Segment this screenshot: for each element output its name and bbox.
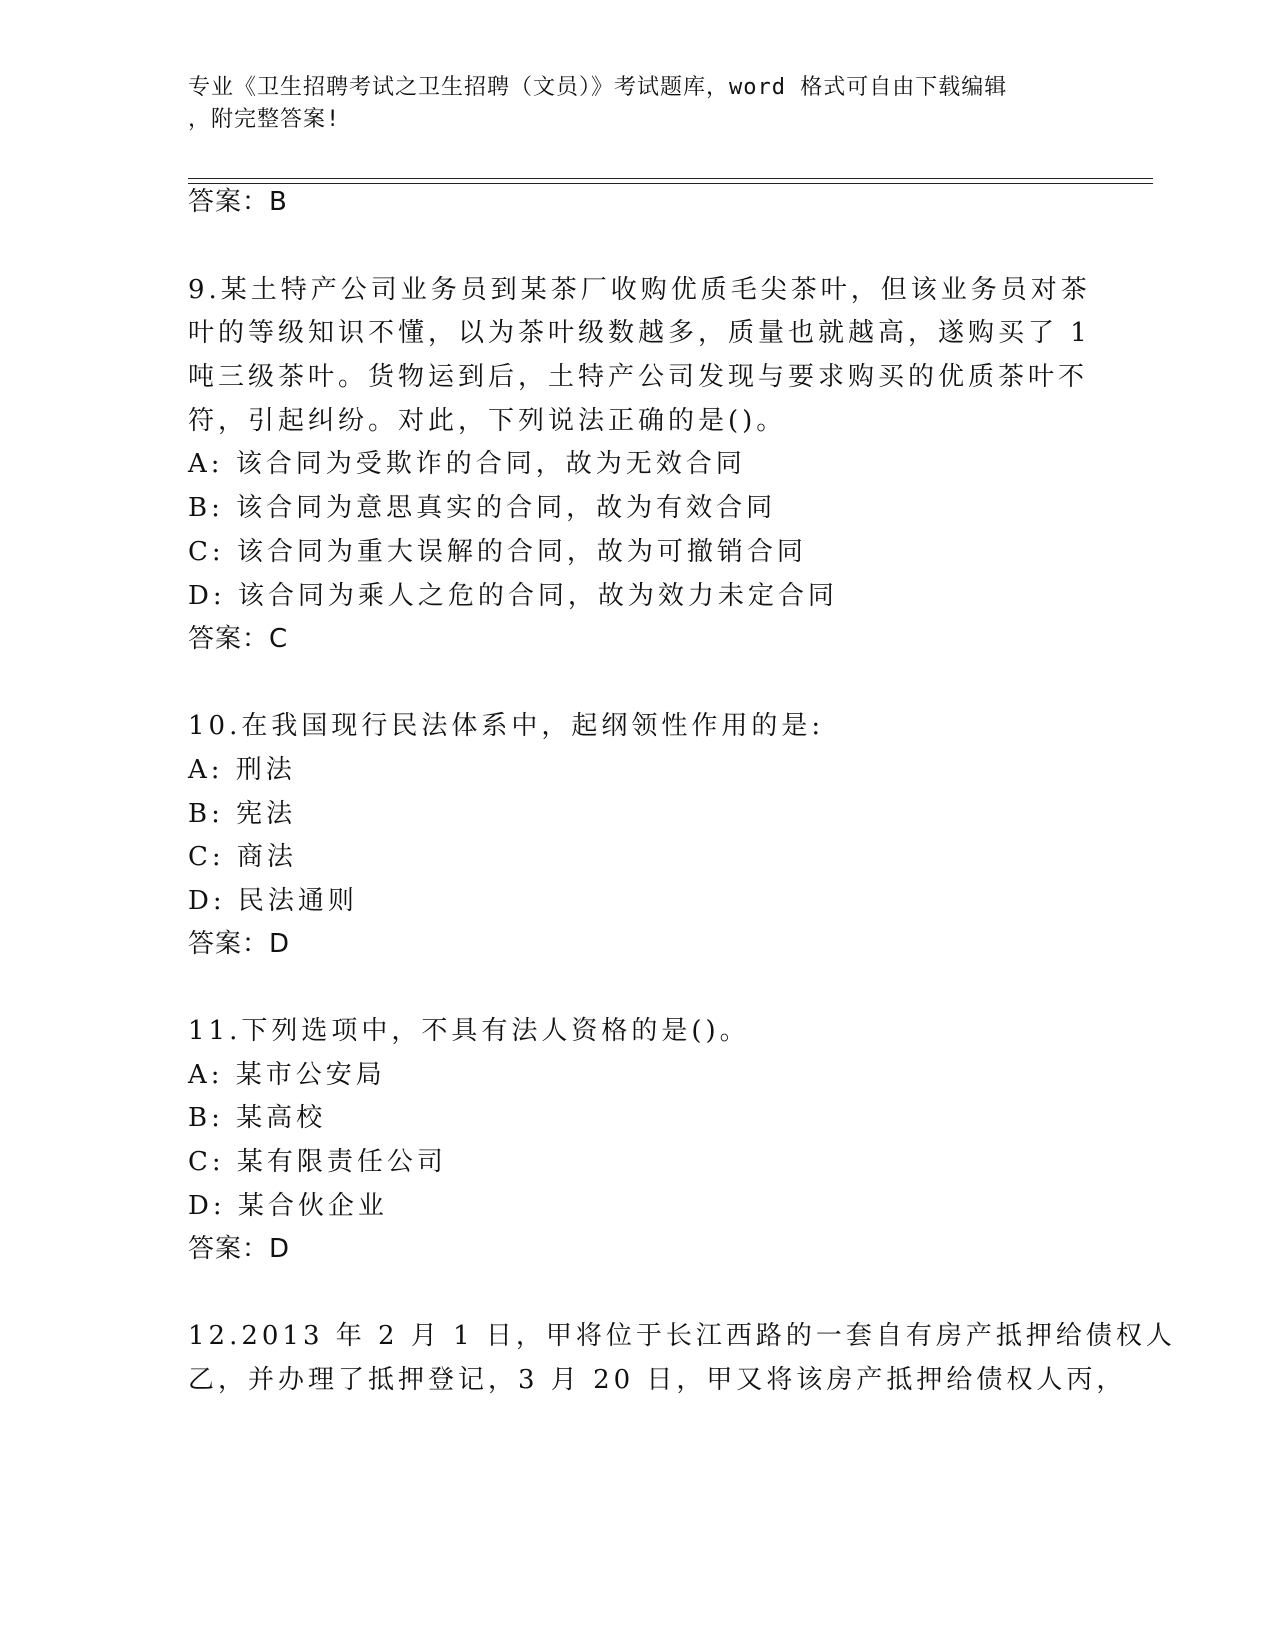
question-10-option-a: A: 刑法 — [188, 755, 296, 785]
question-10-option-d: D: 民法通则 — [188, 886, 358, 916]
header-divider-top — [188, 178, 1153, 179]
question-11-line-1: 11.下列选项中，不具有法人资格的是()。 — [188, 1016, 750, 1046]
question-9-line-2: 叶的等级知识不懂，以为茶叶级数越多，质量也就越高，遂购买了 1 — [188, 318, 1091, 348]
document-header — [188, 72, 1088, 136]
answer-8: 答案：B — [188, 187, 288, 217]
question-12-line-1: 12.2013 年 2 月 1 日，甲将位于长江西路的一套自有房产抵押给债权人 — [188, 1321, 1176, 1351]
question-9-option-d: D: 该合同为乘人之危的合同，故为效力未定合同 — [188, 581, 838, 611]
answer-9: 答案：C — [188, 624, 289, 654]
question-9-option-b: B: 该合同为意思真实的合同，故为有效合同 — [188, 493, 777, 523]
question-10-option-b: B: 宪法 — [188, 799, 297, 829]
question-9-option-c: C: 该合同为重大误解的合同，故为可撤销合同 — [188, 537, 807, 567]
header-divider-bottom — [188, 183, 1153, 184]
question-9-line-3: 吨三级茶叶。货物运到后，土特产公司发现与要求购买的优质茶叶不 — [188, 362, 1089, 392]
header-line-1: 专业《卫生招聘考试之卫生招聘（文员）》考试题库，word 格式可自由下载编辑 — [188, 75, 1008, 100]
question-9-line-1: 9.某土特产公司业务员到某茶厂收购优质毛尖茶叶，但该业务员对茶 — [188, 275, 1091, 305]
question-11-option-d: D: 某合伙企业 — [188, 1191, 388, 1221]
answer-10: 答案：D — [188, 929, 291, 959]
question-12-line-2: 乙，并办理了抵押登记，3 月 20 日，甲又将该房产抵押给债权人丙， — [188, 1365, 1127, 1395]
question-11-option-a: A: 某市公安局 — [188, 1060, 386, 1090]
header-line-2: ，附完整答案! — [188, 107, 341, 132]
question-10-line-1: 10.在我国现行民法体系中，起纲领性作用的是: — [188, 711, 825, 741]
question-10-option-c: C: 商法 — [188, 842, 297, 872]
question-11-option-b: B: 某高校 — [188, 1103, 327, 1133]
question-9-line-4: 符，引起纠纷。对此，下列说法正确的是()。 — [188, 406, 787, 436]
question-9-option-a: A: 该合同为受欺诈的合同，故为无效合同 — [188, 449, 746, 479]
answer-11: 答案：D — [188, 1234, 291, 1264]
question-11-option-c: C: 某有限责任公司 — [188, 1147, 447, 1177]
